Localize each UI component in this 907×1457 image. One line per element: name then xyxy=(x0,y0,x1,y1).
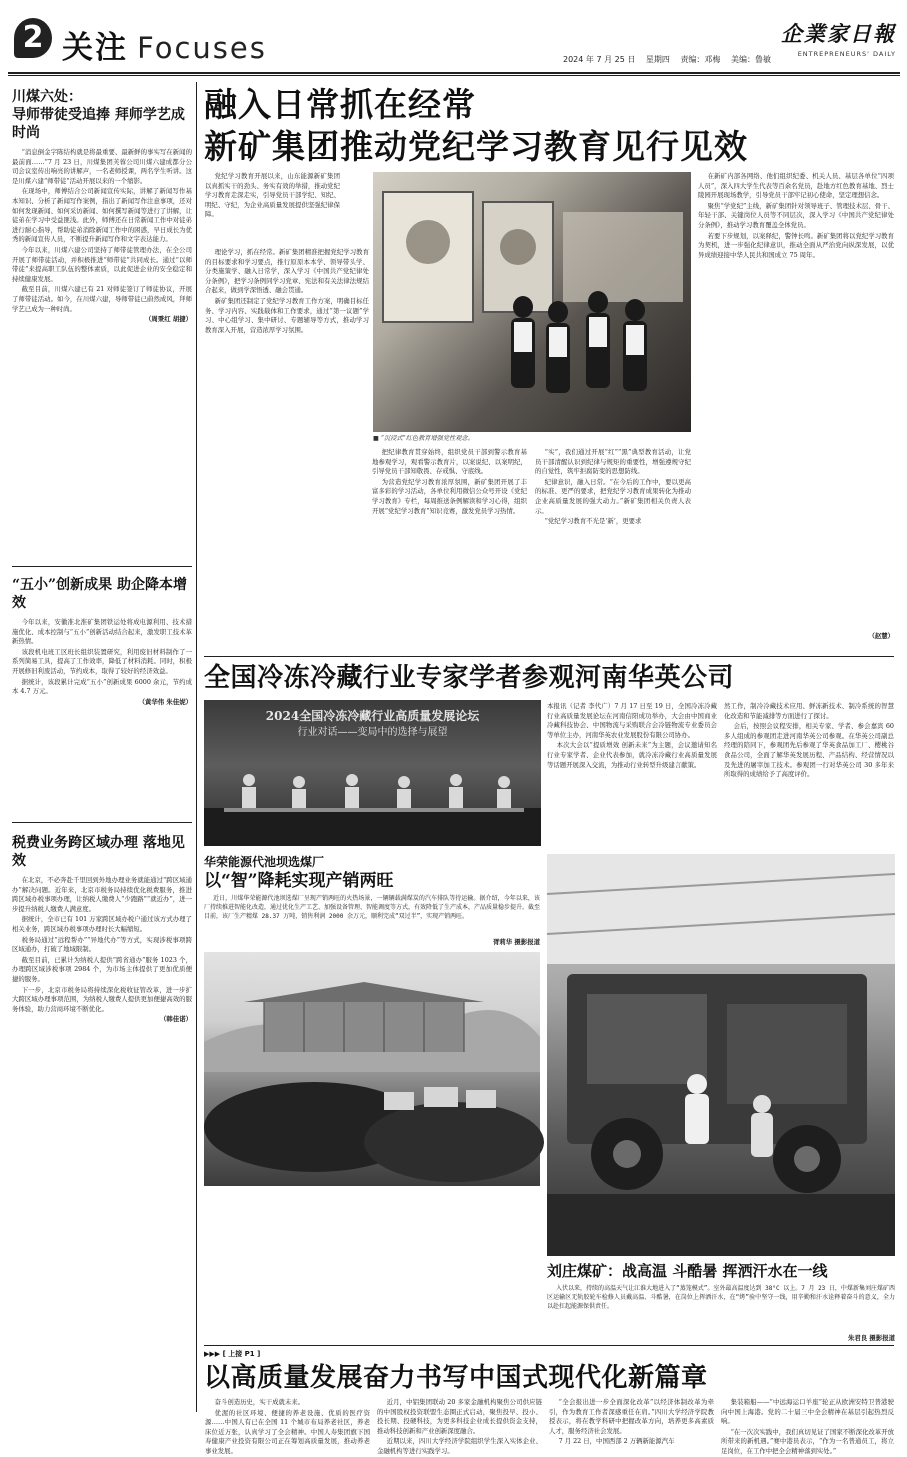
paragraph: 截至目前，川煤六建已有 21 对师徒签订了师徒协议，开展了师带徒活动。如今，在川煤六建，导师带徒已蔚然成风，拜师学艺已成为一种时尚。 xyxy=(12,285,192,313)
paragraph: 新矿集团还制定了党纪学习教育工作方案，明确目标任务、学习内容、实践载体和工作要求，通过“第一议题”学习、中心组学习、集中研讨、专题辅导等方式，推动学习教育深入开展，营造浓厚学习氛围。 xyxy=(205,296,369,334)
lead-story-col1 xyxy=(205,172,340,248)
paragraph: 集装箱船——“中远海运口羊座”轮正从欧洲安特卫普港驶向中国上海港。党的二十届三中全会精神在基层引起热烈反响。 xyxy=(721,1398,894,1426)
story-innovation-body xyxy=(12,618,192,697)
lead-story-col1-continued xyxy=(205,248,369,648)
story-tax-title: 税费业务跨区域办理 落地见效 xyxy=(12,835,185,869)
jump-label[interactable]: [ 上接 P1 ] xyxy=(222,1350,261,1358)
paragraph: 本次大会以“提质增效 创新未来”为主题，会议邀请知名行业专家学者、企业代表参加，就冷冻冷藏行业高质量发展等话题开展深入交流，为推动行业转型升级建言献策。 xyxy=(547,741,717,769)
exhibition-caption-text: “沉浸式”红色教育增强党性观念。 xyxy=(380,435,474,442)
paper-logo xyxy=(756,18,896,58)
paragraph: 在北京，不必奔赴千里回到外地办理业务就能通过“跨区域通办”解决问题。近年来，北京市税务局持续优化税费服务，推进跨区域办税事项办理，让纳税人缴费人“少跑路”“就近办”，进一步提升纳税人缴费人满意度。 xyxy=(12,876,192,913)
story-tax xyxy=(12,828,192,1412)
paragraph: 会后，按照会议程安排，相关专家、学者、参会嘉宾 60 多人组成的参观团走进河南华英公司参观。在华英公司副总经理的陪同下，参观团先后参观了华英食品加工厂、樱桃谷食品公司，全面了解华英发展历程、产品结构、经营情况以及先进的屠宰加工技术。参观团一行对华英公司 30 多年来所取得的成绩给予了高度评价。 xyxy=(724,722,894,779)
paragraph: “全会报出进一步全面深化改革”以经济体制改革为牵引，作为教育工作者深感重任在肩。”四川大学经济学院教授表示，将在教学科研中把握改革方向，培养更多高素质人才，服务经济社会发展。 xyxy=(549,1398,714,1435)
conference-title-text: 全国冷冻冷藏行业专家学者参观河南华英公司 xyxy=(204,663,735,693)
liuzhuang-story xyxy=(547,1260,895,1332)
liuzhuang-byline: 朱君良 摄影报道 xyxy=(848,1334,895,1342)
liuzhuang-title: 刘庄煤矿：战高温 斗酷暑 挥洒汗水在一线 xyxy=(547,1262,828,1280)
paragraph: 纪律意识，融入日常。“在今后的工作中，要以更高的标准、更严的要求，把党纪学习教育成果转化为推动企业高质量发展的强大动力。”新矿集团相关负责人表示。 xyxy=(535,477,691,515)
masthead xyxy=(8,12,900,70)
bottom-col4 xyxy=(721,1398,894,1455)
paragraph: 把纪律教育贯穿始终，组织党员干部到警示教育基地参观学习，观看警示教育片，以案说纪、以案明纪，引导党员干部知敬畏、存戒惧、守底线。 xyxy=(372,448,527,476)
lead-story-col2 xyxy=(372,448,527,648)
paper-name-en: ENTREPRENEURS' DAILY xyxy=(797,50,896,58)
story-tax-body xyxy=(12,876,192,1014)
story-tax-byline: （韩佳诺） xyxy=(160,1015,192,1024)
story-mentorship-body xyxy=(12,148,192,314)
lead-story-col4 xyxy=(698,172,894,640)
page-number-badge xyxy=(14,18,52,58)
paragraph: 奋斗创造历史，实干成就未来。 xyxy=(214,1398,305,1406)
paragraph: 在新矿内部各网络、他们组织纪委、机关人员、基层各单位“四项人员”，深入四大学生代表等百余名党员，赴地方红色教育基地、烈士陵园开展现场教学，引导党员干部牢记初心使命，坚定理想信念。 xyxy=(698,172,894,200)
conference-title xyxy=(204,660,894,696)
story-mentorship-byline: （周秉红 胡捷） xyxy=(145,315,192,324)
issue-line xyxy=(563,54,771,65)
masthead-rule-thin xyxy=(8,75,900,76)
lead-story-byline: （赵慧） xyxy=(868,632,894,640)
section-title-cn: 关注 xyxy=(62,30,128,66)
pool-title-line1: 华荣能源代池坝选煤厂 xyxy=(204,855,325,869)
paragraph: 在现场中，师傅结合公司新闻宣传实际，讲解了新闻写作基本知识、分析了新闻写作案例，指出了新闻写作注意事项，还对如何发现新闻、如何采访新闻、如何撰写新闻等进行了讲解，让徒弟在学习中受益匪浅。此外，师傅还在日常新闻工作中对徒弟进行耐心指导，帮助徒弟消除新闻工作中的困惑，早日成长为优秀的新闻宣传人员，不断提升新闻写作和文字表达能力。 xyxy=(12,187,192,244)
conference-photo-art xyxy=(204,700,541,846)
pool-byline: 胥莉华 摄影报道 xyxy=(493,938,540,946)
paper-name: 企業家日報 xyxy=(781,21,896,46)
paragraph: 今年以来，安徽准北淮矿集团铁运处将成电源利用、技术措施优化、成本控制与“五小”创新活动结合起来，激发职工技术革新热情。 xyxy=(12,618,192,646)
lead-title-line1: 融入日常抓在经常 xyxy=(204,85,476,124)
exhibition-photo-caption xyxy=(373,434,691,446)
mine-photo xyxy=(547,854,895,1256)
pool-body: 近日，川煤华荣能源代池坝选煤厂呈现产销两旺的火热场景，一辆辆载满煤炭的汽车排队等待运输。据介绍，今年以来，该厂持续推进智能化改造，通过优化生产工艺、加强设备管理、智能调度等方式，有效降低了生产成本，产品质量稳步提升。截至目前，该厂生产精煤 28.37 万吨，销售利润 2000 余万元，顺利完成“双过半”，实现产销两旺。 xyxy=(204,895,541,920)
bottom-section-divider xyxy=(204,1345,894,1346)
issue-designer: 美编：鲁敏 xyxy=(730,55,771,64)
liuzhuang-body: 入伏以来，持续的高温天气让江淮大地进入了“蒸笼模式”。室外最高温度达到 38°C 以上。7 月 23 日，中煤新集刘庄煤矿西区运输区无轨胶轮车检修人员戴高温、斗酷暑，在岗位上挥洒汗水，在“烤”验中坚守一线，用辛勤和汗水诠释着奋斗的意义，全力以赴扛起能源保供责任。 xyxy=(547,1285,895,1310)
bottom-col2 xyxy=(377,1398,542,1455)
pool-title-line2: 以“智”降耗实现产销两旺 xyxy=(204,871,394,891)
conference-col2 xyxy=(724,702,894,846)
lead-title-line2: 新矿集团推动党纪学习教育见行见效 xyxy=(204,127,748,166)
bottom-story-title xyxy=(204,1362,894,1394)
conference-photo xyxy=(204,700,541,846)
paragraph: 党纪学习教育开展以来，山东能源新矿集团以真抓实干的劲头、务实有效的举措，推动党纪学习教育走深走实，引导党员干部学纪、知纪、明纪、守纪，为企业高质量发展提供坚强纪律保障。 xyxy=(205,172,340,219)
banner-line1: 2024全国冷冻冷藏行业高质量发展论坛 xyxy=(265,709,480,723)
paragraph: 然工作，制冷冷藏技术应用、鲜冻新技术、制冷系统的智慧化改造和节能减排等方面进行了探讨。 xyxy=(724,702,894,720)
paragraph: 近期以来，四川大学经济学院组织学生深入实体企业、金融机构等进行实践学习。 xyxy=(377,1437,542,1455)
paragraph: 今年以来，川煤六建公司坚持了师带徒管理办法，在全公司开展了师带徒活动，并积极推进“师带徒”共同成长。通过“以师带徒”来提高职工队伍的整体素质，以此促进企业的安全稳定和持续健康发展。 xyxy=(12,245,192,283)
banner-line2: 行业对话——变局中的选择与展望 xyxy=(297,727,448,738)
paragraph: 7 月 22 日，中国西部 2 万辆新能源汽车 xyxy=(558,1437,675,1446)
bottom-col3 xyxy=(549,1398,714,1446)
exhibition-photo-art xyxy=(373,172,691,432)
paragraph: 优渥的社区环境、便捷的养老设施、优质的医疗资源……中国人有已在全国 11 个城市布局养老社区，养老床位近万张，认真学习了全会精神。中国人寿集团旗下国寿健康产业投资有限公司正在筹划高质量发展，推动养老事业发展。 xyxy=(205,1408,370,1455)
lead-story-col3 xyxy=(535,448,691,648)
issue-editor: 责编：邓梅 xyxy=(680,55,721,64)
story-mentorship xyxy=(12,88,192,560)
paragraph: 下一步，北京市税务局将持续深化税收征管改革，进一步扩大跨区域办理事项范围，为纳税人缴费人提供更加便捷高效的服务体验，助力营商环境不断优化。 xyxy=(12,985,192,1013)
paragraph: “消息倒金字陈结构就是将最重要、最新鲜的事实写在新闻的最前面……”7 月 23 日，川煤集团芙蓉公司川煤六建成都分公司会议室传出响亮的讲解声，一名老师授课，两名学生听讲。这是川煤六建“师带徒”活动开展以来的一个缩影。 xyxy=(12,148,192,185)
paragraph: 为营造党纪学习教育浓厚氛围，新矿集团开展了丰富多彩的学习活动，各单位利用微信公众号开设《党纪学习教育》专栏，每周推送条例解读和学习心得，组织开展“党纪学习教育”知识竞赛，激发党员学习热情。 xyxy=(372,477,527,515)
left-story-divider xyxy=(12,822,192,823)
paragraph: “在一次次实践中，我们真切见证了国家不断深化改革开放所带来的新机遇。”赛中港员表示，“作为一名普通员工，将立足岗位，在工作中把全会精神落到实处。” xyxy=(721,1427,894,1455)
story-innovation-title: “五小”创新成果 助企降本增效 xyxy=(12,577,187,611)
pool-story xyxy=(204,854,540,938)
section-title xyxy=(62,22,267,66)
paragraph: 若要下步规划，以案释纪，警钟长鸣。新矿集团将以党纪学习教育为契机，进一步强化纪律意识，推动全面从严治党向纵深发展，以优异成绩迎接中华人民共和国成立 75 周年。 xyxy=(698,231,894,259)
masthead-rule xyxy=(8,72,900,74)
conference-col1 xyxy=(547,702,717,846)
exhibition-photo xyxy=(373,172,691,432)
story-mentorship-kicker: 川煤六处： xyxy=(12,89,82,105)
camera-icon: ■ xyxy=(373,435,379,442)
page-number: 2 xyxy=(22,20,44,55)
paragraph: 理论学习，抓在经常。新矿集团精准把握党纪学习教育的目标要求和学习要点，推行原原本本学、领导带头学、分类施策学、融入日常学，深入学习《中国共产党纪律处分条例》，把学习条例同学习党章、宪法和有关法律法规结合起来，做到学深悟透、融会贯通。 xyxy=(205,248,369,295)
bottom-title-text: 以高质量发展奋力书写中国式现代化新篇章 xyxy=(204,1363,708,1393)
paragraph: “党纪学习教育不光是‘新’，更要求 xyxy=(544,517,642,526)
left-col-divider xyxy=(196,82,197,1412)
left-story-divider xyxy=(12,566,192,567)
paragraph: 该段机电班工区班长组织装置研究，利用废旧材料制作了一系列简易工具，提高了工作效率，降低了材料消耗。同时，积极开展修旧利废活动，节约成本，取得了较好的经济效益。 xyxy=(12,647,192,675)
bottom-col1 xyxy=(205,1398,370,1455)
paragraph: 截至目前，已累计为纳税人提供“跨省通办”服务 1023 个，办理跨区域涉税事项 2984 个，为市场主体提供了更加优质便捷的服务。 xyxy=(12,955,192,983)
paragraph: 聚焦“学党纪”主线，新矿集团针对领导班子、管理技术层、骨干、年轻干部、关键岗位人员等不同层次，深入学习《中国共产党纪律处分条例》，推动学习教育覆盖全体党员。 xyxy=(698,201,894,229)
issue-weekday: 星期四 xyxy=(645,55,670,64)
bottom-story-jump xyxy=(204,1349,404,1361)
story-innovation-byline: （黄华伟 朱佳妮） xyxy=(138,697,192,706)
paragraph: 本报讯（记者 李代广）7 月 17 日至 19 日，全国冷冻冷藏行业高质量发展论坛在河南信阳成功举办，大会由中国商业冷藏科技协会、中国物流与采购联合会冷链物流专业委员会等单位主办，河南华英农业发展股份有限公司协办。 xyxy=(547,702,717,739)
lead-story-title xyxy=(204,84,894,170)
section-divider xyxy=(204,656,894,657)
jump-arrow-icon: ▶▶▶ xyxy=(204,1350,221,1358)
paragraph: 近月，中铝集团联动 20 多家金融机构聚焦公司供应链的中国股权投资联盟生态圈正式启动，聚焦投早、投小、投长期、投硬科技，为更多科技企业成长提供资金支持，推动科技创新和产业创新深度融合。 xyxy=(377,1398,542,1435)
mine-photo-art xyxy=(547,854,895,1256)
story-mentorship-title: 导师带徒受追捧 拜师学艺成时尚 xyxy=(12,107,185,141)
issue-date: 2024 年 7 月 25 日 xyxy=(563,55,636,64)
section-title-en: Focuses xyxy=(137,31,267,65)
paragraph: 据统计，全市已有 101 万家跨区域办税户通过该方式办理了相关业务，跨区域办税事项办理时长大幅缩短。 xyxy=(12,915,192,933)
paragraph: 据统计，该段累计完成“五小”创新成果 6000 余元，节约成本 4.7 万元。 xyxy=(12,677,192,696)
paragraph: “实”，我们通过开展“红”“黑”典型教育活动，让党员干部清醒认识到纪律与规矩的重要性，增强遵规守纪的自觉性，筑牢拒腐防变的思想防线。 xyxy=(535,448,691,476)
coal-plant-photo-art xyxy=(204,952,540,1186)
paragraph: 税务局通过“远程帮办”“异地代办”等方式，实现涉税事项跨区域通办，打破了地域限制。 xyxy=(12,935,192,954)
coal-plant-photo xyxy=(204,952,540,1186)
